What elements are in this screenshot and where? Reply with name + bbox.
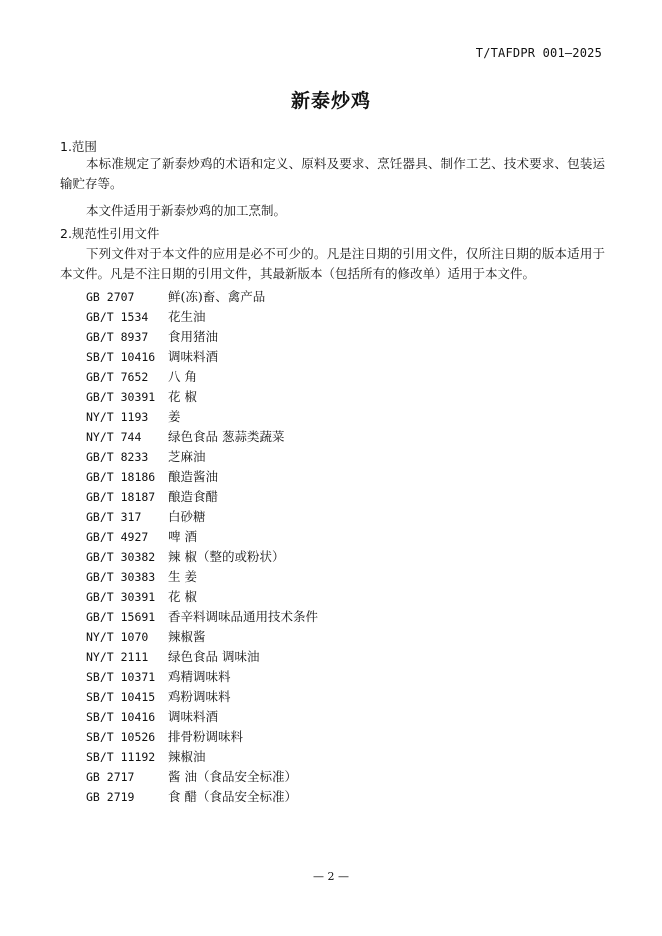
reference-code: NY/T 744: [86, 430, 142, 444]
reference-name: 鸡精调味料: [168, 669, 231, 684]
scope-paragraph: 本标准规定了新泰炒鸡的术语和定义、原料及要求、烹饪器具、制作工艺、技术要求、包装运输贮存等。: [60, 156, 605, 191]
reference-name: 排骨粉调味料: [168, 729, 244, 744]
reference-item: [86, 347, 318, 367]
scope-applicability-paragraph: 本文件适用于新泰炒鸡的加工烹制。: [86, 203, 287, 218]
reference-name: 芝麻油: [168, 449, 206, 464]
reference-code: GB/T 18187: [86, 490, 156, 504]
reference-item: [86, 667, 318, 687]
reference-code: SB/T 10416: [86, 710, 156, 724]
reference-code: GB/T 15691: [86, 610, 156, 624]
reference-code: GB/T 30383: [86, 570, 156, 584]
reference-name: 调味料酒: [168, 709, 219, 724]
reference-item: [86, 467, 318, 487]
reference-name: 辣椒油: [168, 749, 206, 764]
reference-code: GB 2717: [86, 770, 135, 784]
reference-name: 调味料酒: [168, 349, 219, 364]
reference-item: [86, 447, 318, 467]
reference-item: [86, 527, 318, 547]
reference-name: 花 椒: [168, 589, 197, 604]
reference-code: NY/T 1193: [86, 410, 149, 424]
reference-code: GB 2707: [86, 290, 135, 304]
reference-name: 花生油: [168, 309, 206, 324]
reference-code: GB/T 30391: [86, 590, 156, 604]
reference-code: SB/T 11192: [86, 750, 156, 764]
reference-code: NY/T 1070: [86, 630, 149, 644]
reference-code: GB/T 8937: [86, 330, 149, 344]
page-number: — 2 —: [313, 870, 349, 883]
reference-item: [86, 507, 318, 527]
reference-item: [86, 747, 318, 767]
section-heading-normative-references: 2.规范性引用文件: [60, 226, 160, 241]
reference-name: 八 角: [168, 369, 197, 384]
reference-item: [86, 727, 318, 747]
reference-name: 姜: [168, 409, 181, 424]
reference-item: [86, 407, 318, 427]
reference-name: 酿造酱油: [168, 469, 219, 484]
reference-name: 鸡粉调味料: [168, 689, 231, 704]
reference-item: [86, 607, 318, 627]
section-heading-scope: 1.范围: [60, 139, 97, 154]
reference-code: GB/T 4927: [86, 530, 149, 544]
reference-item: [86, 327, 318, 347]
reference-name: 食 醋（食品安全标准）: [168, 789, 297, 804]
reference-name: 花 椒: [168, 389, 197, 404]
reference-item: [86, 767, 318, 787]
page-title: 新泰炒鸡: [290, 90, 371, 112]
reference-name: 食用猪油: [168, 329, 219, 344]
reference-name: 白砂糖: [168, 509, 206, 524]
reference-name: 酱 油（食品安全标准）: [168, 769, 297, 784]
reference-name: 鲜(冻)畜、禽产品: [168, 289, 266, 304]
reference-item: [86, 367, 318, 387]
reference-item: [86, 687, 318, 707]
reference-name: 酿造食醋: [168, 489, 219, 504]
reference-name: 辣 椒（整的或粉状）: [168, 549, 285, 564]
reference-code: GB/T 8233: [86, 450, 149, 464]
reference-item: [86, 787, 318, 807]
reference-code: GB 2719: [86, 790, 135, 804]
reference-item: [86, 427, 318, 447]
reference-name: 生 姜: [168, 569, 197, 584]
reference-item: [86, 707, 318, 727]
references-intro-paragraph: 下列文件对于本文件的应用是必不可少的。凡是注日期的引用文件，仅所注日期的版本适用于本文件。凡是不注日期的引用文件，其最新版本（包括所有的修改单）适用于本文件。: [60, 246, 605, 281]
reference-code: SB/T 10416: [86, 350, 156, 364]
reference-name: 绿色食品 葱蒜类蔬菜: [168, 429, 285, 444]
reference-item: [86, 307, 318, 327]
reference-item: [86, 487, 318, 507]
reference-name: 香辛料调味品通用技术条件: [168, 609, 319, 624]
reference-code: GB/T 1534: [86, 310, 149, 324]
reference-item: [86, 547, 318, 567]
reference-code: GB/T 317: [86, 510, 142, 524]
reference-code: SB/T 10415: [86, 690, 156, 704]
reference-item: [86, 567, 318, 587]
reference-code: GB/T 30391: [86, 390, 156, 404]
reference-item: [86, 627, 318, 647]
reference-item: [86, 647, 318, 667]
reference-item: [86, 587, 318, 607]
reference-code: GB/T 30382: [86, 550, 156, 564]
document-id: T/TAFDPR 001—2025: [475, 46, 602, 60]
reference-code: SB/T 10371: [86, 670, 156, 684]
reference-item: [86, 387, 318, 407]
reference-name: 啤 酒: [168, 529, 197, 544]
reference-name: 辣椒酱: [168, 629, 206, 644]
reference-code: SB/T 10526: [86, 730, 156, 744]
reference-code: GB/T 18186: [86, 470, 156, 484]
reference-code: NY/T 2111: [86, 650, 149, 664]
reference-code: GB/T 7652: [86, 370, 149, 384]
reference-name: 绿色食品 调味油: [168, 649, 260, 664]
reference-item: [86, 287, 318, 307]
reference-list: [86, 287, 318, 807]
